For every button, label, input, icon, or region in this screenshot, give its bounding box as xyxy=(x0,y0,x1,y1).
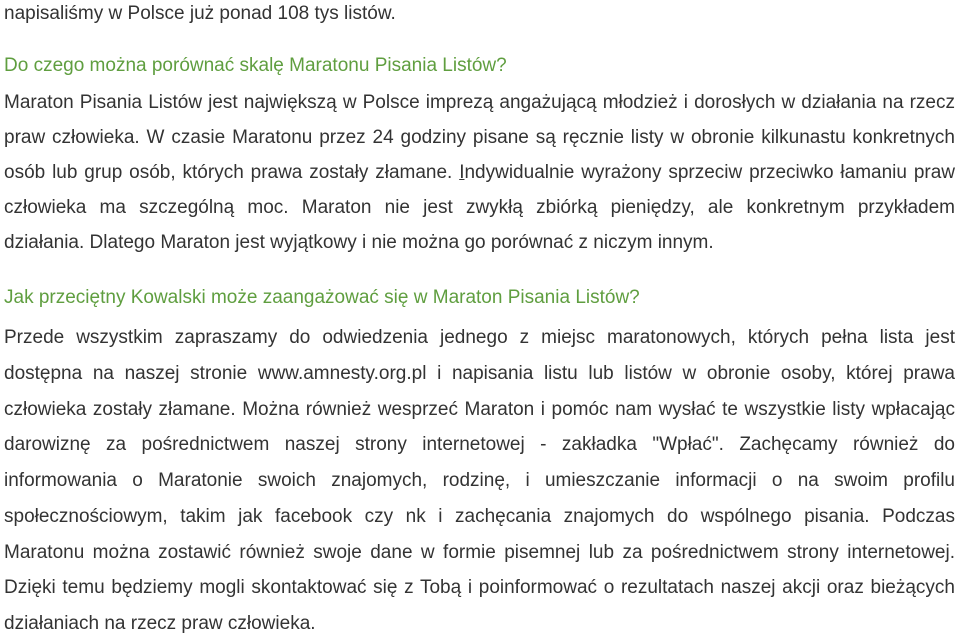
paragraph-line: praw człowieka. W czasie Maratonu przez 24 godziny pisane są ręcznie listy w obronie kilkunastu konkretnych xyxy=(4,127,955,148)
paragraph-line: darowiznę za pośrednictwem naszej strony internetowej - zakładka "Wpłać". Zachęcamy również do xyxy=(4,434,955,456)
section-paragraph-comparison xyxy=(4,92,955,254)
section-heading-involvement: Jak przeciętny Kowalski może zaangażować się w Maraton Pisania Listów? xyxy=(4,287,640,308)
paragraph-line: informowania o Maratonie swoich znajomych, rodzinę, i umieszczanie informacji o na swoim profilu xyxy=(4,470,955,491)
section-heading-comparison: Do czego można porównać skalę Maratonu Pisania Listów? xyxy=(4,55,507,76)
paragraph-line: człowieka zostały złamane. Można również wesprzeć Maraton i pomóc nam wysłać te wszystkie listy wpłacając xyxy=(4,398,955,420)
paragraph-line: Maratonu można zostawić również swoje dane w formie pisemnej lub za pośrednictwem strony internetowej. xyxy=(4,541,955,563)
paragraph-line: działaniach na rzecz praw człowieka. xyxy=(4,613,316,634)
section-paragraph-involvement xyxy=(4,327,955,635)
paragraph-line: Przede wszystkim zapraszamy do odwiedzenia jednego z miejsc maratonowych, których pełna lista jest xyxy=(4,327,955,348)
paragraph-line: dostępna na naszej stronie www.amnesty.org.pl i napisania listu lub listów w obronie osoby, której prawa xyxy=(4,362,955,384)
paragraph-line xyxy=(4,162,955,184)
paragraph-line: społecznościowym, takim jak facebook czy nk i zachęcania znajomych do wspólnego pisania. Podczas xyxy=(4,505,955,527)
paragraph-line: człowieka ma szczególną moc. Maraton nie jest zwykłą zbiórką pieniędzy, ale konkretnym przykładem xyxy=(4,197,955,218)
intro-line: napisaliśmy w Polsce już ponad 108 tys listów. xyxy=(4,3,396,24)
paragraph-line: Dzięki temu będziemy mogli skontaktować się z Tobą i poinformować o rezultatach naszej akcji oraz bieżących xyxy=(4,577,955,599)
line-segment: ndywidualnie wyrażony sprzeciw przeciwko łamaniu praw xyxy=(464,162,955,183)
paragraph-line: działania. Dlatego Maraton jest wyjątkowy i nie można go porównać z niczym innym. xyxy=(4,232,714,253)
paragraph-line: Maraton Pisania Listów jest największą w Polsce imprezą angażującą młodzież i dorosłych w działania na rzecz xyxy=(4,92,955,113)
underlined-letter: I xyxy=(459,162,465,183)
line-segment: osób lub grup osób, których prawa zostały złamane. xyxy=(4,162,460,183)
